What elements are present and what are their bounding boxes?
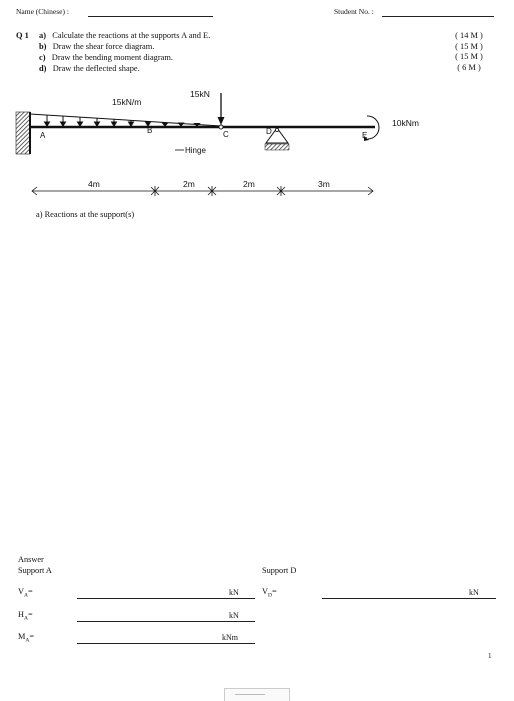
va-label: $V_A=$ xyxy=(18,587,33,599)
ha-answer-line[interactable] xyxy=(77,621,255,622)
point-b-label: B xyxy=(147,126,153,135)
question-part-b: b) Draw the shear force diagram. xyxy=(39,42,155,51)
span-ab-label: 4m xyxy=(88,179,100,189)
question-part-d: d) Draw the deflected shape. xyxy=(39,64,140,73)
question-part-a: a) Calculate the reactions at the supports A and E. xyxy=(39,31,211,40)
point-d-label: D xyxy=(266,127,272,136)
question-number: Q 1 xyxy=(16,31,29,40)
vd-answer-line[interactable] xyxy=(322,598,496,599)
ma-label: $M_A=$ xyxy=(18,632,35,644)
marks-d: ( 6 M ) xyxy=(457,62,481,72)
ha-label: $H_A=$ xyxy=(18,610,33,622)
ma-unit: kNm xyxy=(222,633,238,642)
name-label: Name (Chinese) : xyxy=(16,7,69,16)
page-number: 1 xyxy=(488,652,492,660)
fixed-support-wall xyxy=(16,112,30,154)
va-answer-line[interactable] xyxy=(77,598,255,599)
moment-label: 10kNm xyxy=(392,118,419,128)
span-de-label: 3m xyxy=(318,179,330,189)
ha-unit: kN xyxy=(229,611,239,620)
va-unit: kN xyxy=(229,588,239,597)
support-a-title: Support A xyxy=(18,566,52,575)
marks-c: ( 15 M ) xyxy=(455,52,483,61)
support-d-title: Support D xyxy=(262,566,297,575)
marks-b: ( 15 M ) xyxy=(455,41,483,51)
hinge-icon xyxy=(219,125,223,129)
vd-unit: kN xyxy=(469,588,479,597)
udl-label: 15kN/m xyxy=(112,97,142,107)
point-a-label: A xyxy=(40,131,46,140)
marks-a: ( 14 M ) xyxy=(455,31,483,40)
vd-label: $V_D=$ xyxy=(262,587,277,599)
part-a-heading: a) Reactions at the support(s) xyxy=(36,210,135,219)
hinge-label: Hinge xyxy=(185,146,206,155)
page-thumbnail[interactable] xyxy=(224,688,290,701)
point-c-label: C xyxy=(223,130,229,139)
student-number-label: Student No. : xyxy=(334,7,374,16)
span-bc-label: 2m xyxy=(183,179,195,189)
question-part-c: c) Draw the bending moment diagram. xyxy=(39,53,173,62)
beam-diagram xyxy=(0,0,514,215)
point-load-arrow xyxy=(218,117,225,125)
thumbnail-line xyxy=(235,694,265,695)
point-load-label: 15kN xyxy=(190,89,210,99)
span-cd-label: 2m xyxy=(243,179,255,189)
point-e-label: E xyxy=(362,131,368,140)
answer-title: Answer xyxy=(18,555,44,564)
ma-answer-line[interactable] xyxy=(77,643,255,644)
